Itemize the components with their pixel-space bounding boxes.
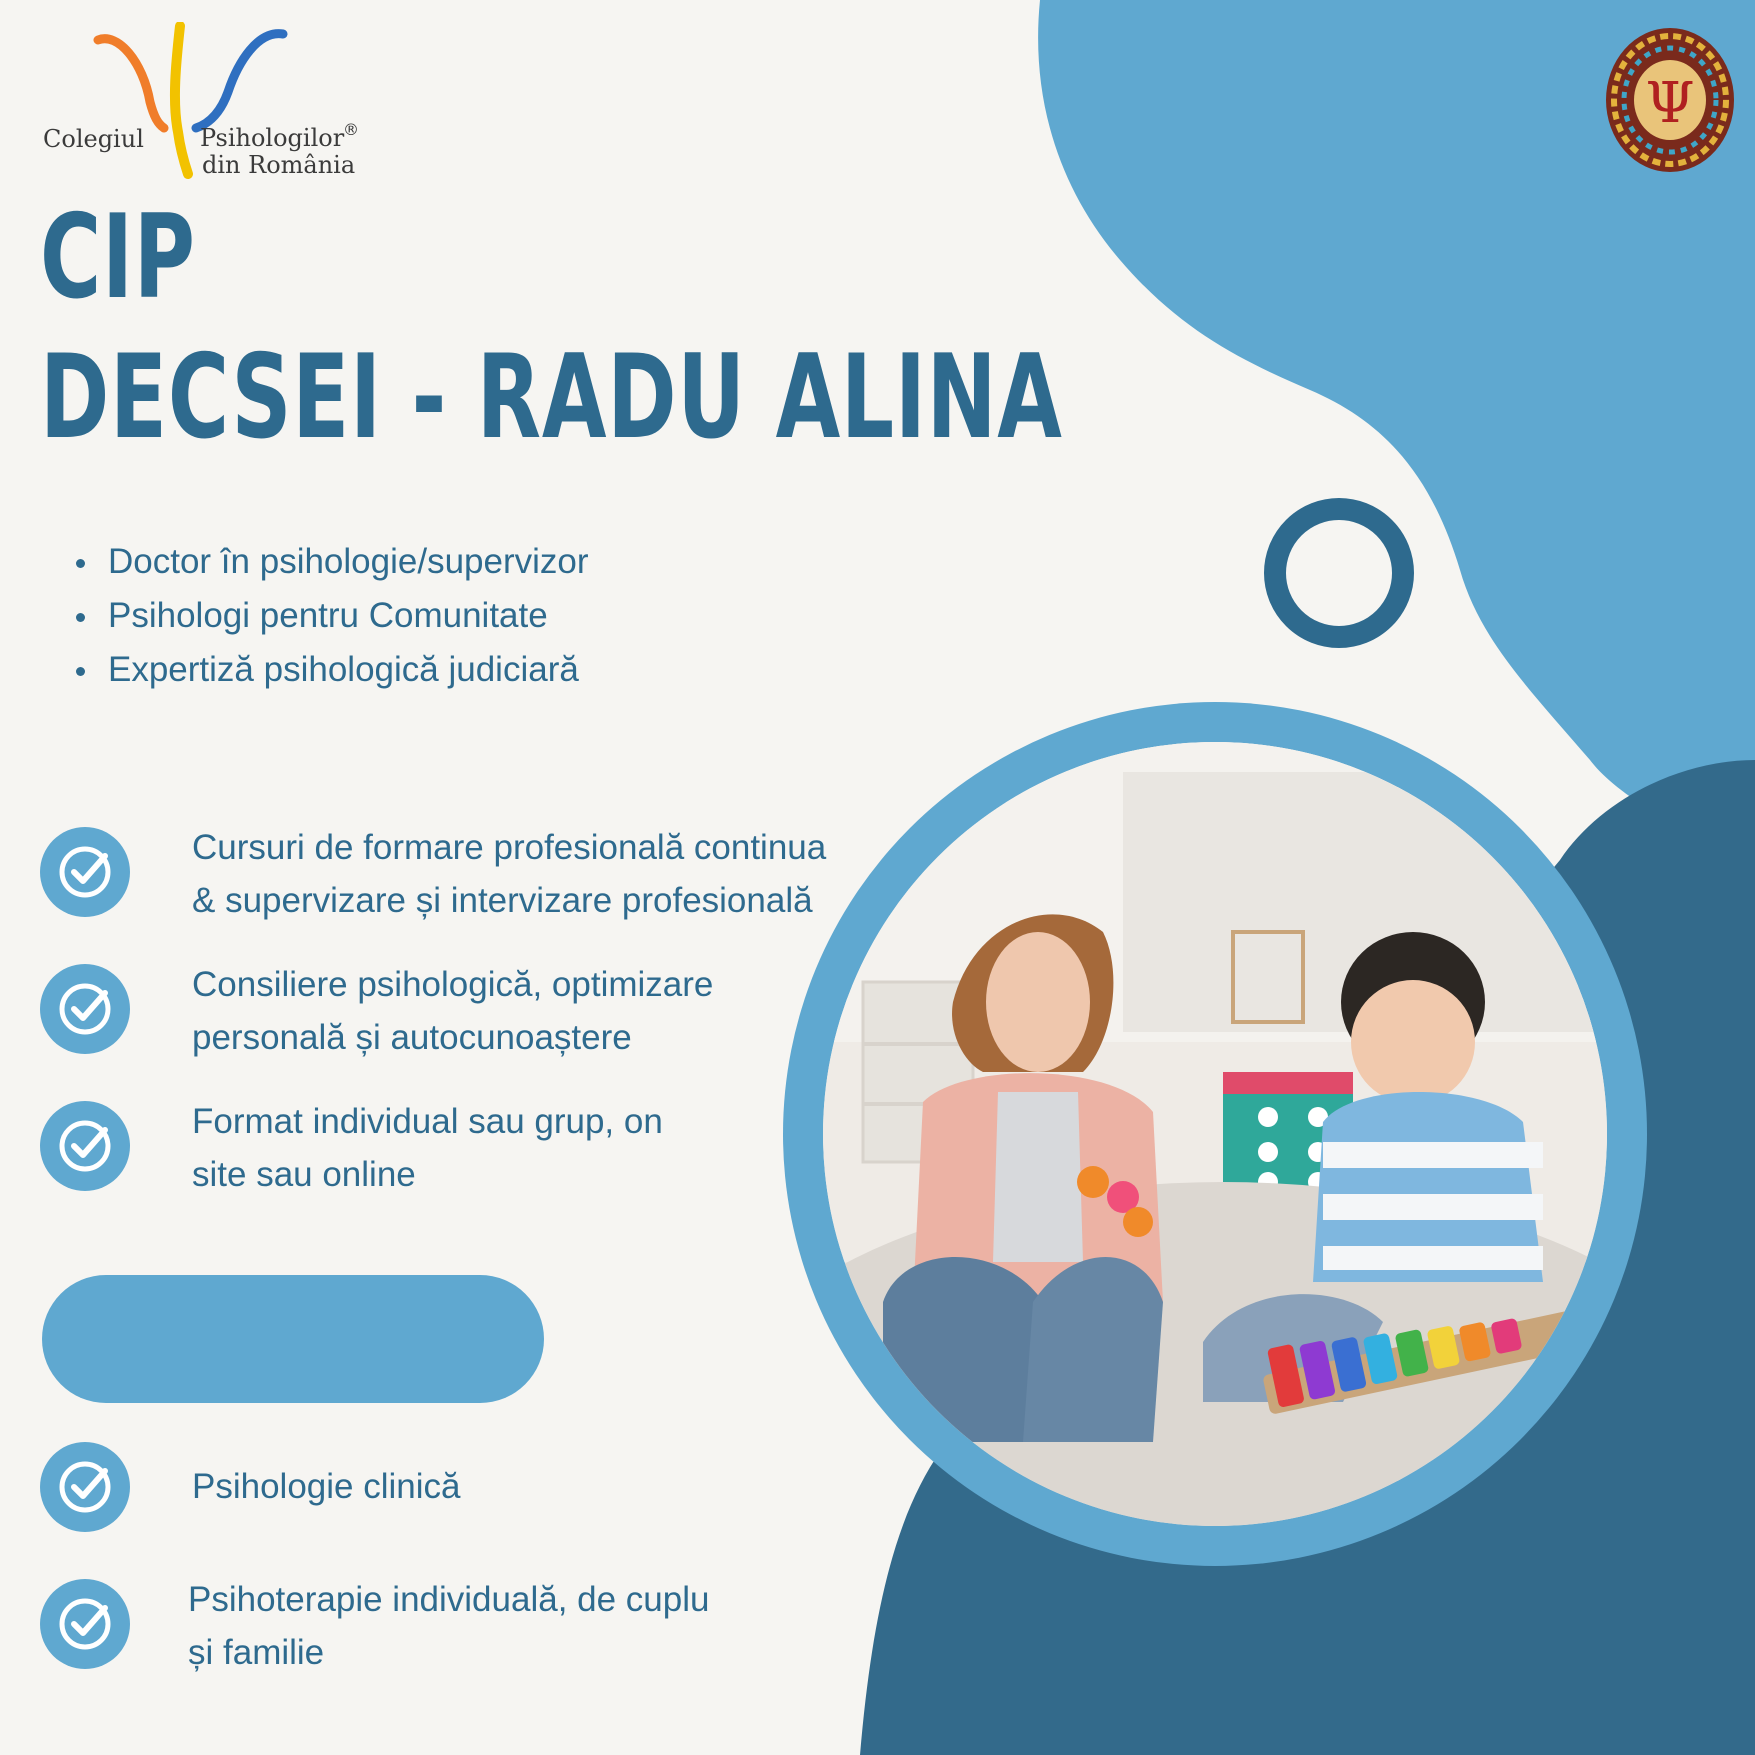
credential-text: Doctor în psihologie/supervizor	[108, 542, 589, 581]
specialty-item-clinical	[40, 1442, 460, 1532]
check-circle-icon	[40, 964, 130, 1054]
credential-item	[70, 589, 589, 643]
page-title-cip: CIP	[40, 190, 196, 325]
blank-pill-banner	[42, 1275, 544, 1403]
logo-word-psihologilor: Psihologilor	[200, 124, 345, 152]
therapy-photo	[823, 742, 1607, 1526]
check-circle-icon	[40, 1579, 130, 1669]
service-item-counseling	[40, 964, 713, 1064]
service-item-training	[40, 827, 826, 927]
service-text: Format individual sau grup, on site sau online	[192, 1102, 663, 1194]
bullet-dot	[76, 667, 85, 676]
credential-item	[70, 535, 589, 589]
page-title-name: DECSEI - RADU ALINA	[40, 330, 1063, 465]
credentials-list	[70, 535, 589, 697]
bullet-dot	[76, 559, 85, 568]
specialty-item-psychotherapy	[40, 1579, 709, 1679]
registered-mark: ®	[343, 120, 359, 139]
credential-text: Expertiză psihologică judiciară	[108, 650, 579, 689]
credential-text: Psihologi pentru Comunitate	[108, 596, 548, 635]
specialty-text: Psihologie clinică	[192, 1467, 461, 1506]
photo-illustration	[823, 742, 1607, 1526]
specialty-text: Psihoterapie individuală, de cuplu și familie	[188, 1580, 710, 1672]
check-circle-icon	[40, 1442, 130, 1532]
check-circle-icon	[40, 827, 130, 917]
svg-text:Ψ: Ψ	[1645, 71, 1695, 136]
service-text: Consiliere psihologică, optimizare personală și autocunoaștere	[192, 965, 714, 1057]
service-item-format	[40, 1101, 663, 1201]
colegiul-psihologilor-logo	[38, 22, 368, 182]
credential-item	[70, 643, 589, 697]
service-text: Cursuri de formare profesională continua & supervizare și intervizare profesională	[192, 828, 827, 920]
psi-emblem-icon	[1600, 18, 1740, 178]
check-circle-icon	[40, 1101, 130, 1191]
logo-word-din-romania: din România	[202, 151, 356, 179]
bullet-dot	[76, 613, 85, 622]
logo-word-colegiul: Colegiul	[43, 125, 144, 153]
decorative-ring	[1264, 498, 1414, 648]
